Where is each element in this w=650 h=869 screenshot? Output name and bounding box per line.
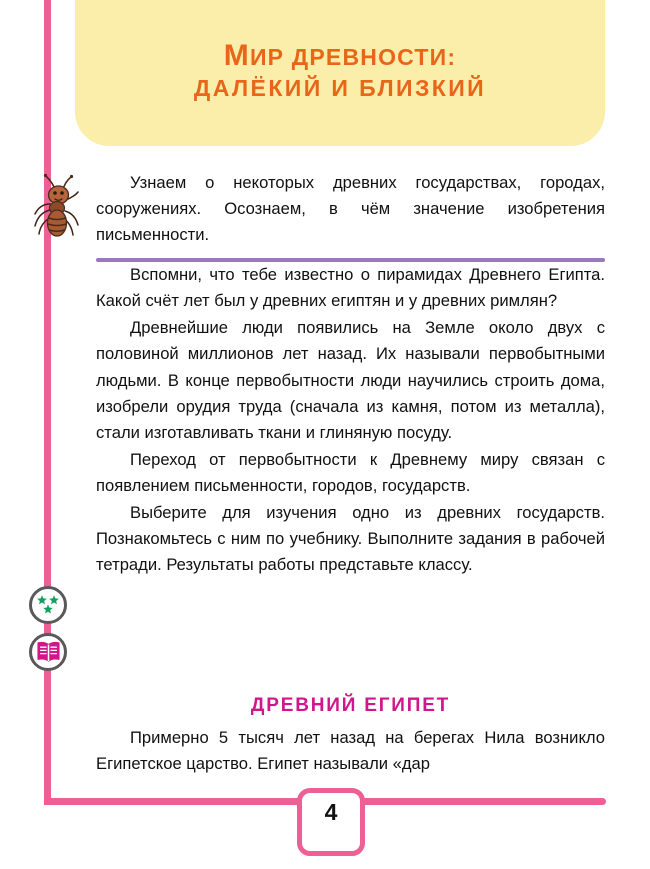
body-paragraph-1: Вспомни, что тебе известно о пирамидах Древнего Египта. Какой счёт лет был у древних египтян и у древних римлян? xyxy=(96,265,605,311)
section-body xyxy=(96,725,605,777)
body-paragraph-4: Выберите для изучения одно из древних государств. Познакомьтесь с ним по учебнику. Выполните задания в рабочей тетради. Результаты работы представьте классу. xyxy=(96,503,605,575)
textbook-icon xyxy=(29,633,67,671)
chapter-title-line-1-rest: ИР ДРЕВНОСТИ: xyxy=(249,43,457,70)
page-number: 4 xyxy=(324,799,338,825)
chapter-title-line-2: ДАЛЁКИЙ И БЛИЗКИЙ xyxy=(193,75,487,102)
body-paragraph-2: Древнейшие люди появились на Земле около двух с половиной миллионов лет назад. Их называли первобытными людьми. В конце первобытности люди научились строить дома, изобрели орудия труда (сначала из камня, потом из металла), стали изготавливать ткани и глиняную посуду. xyxy=(96,318,605,442)
ant-icon xyxy=(26,170,84,240)
body-text xyxy=(96,262,605,579)
page-border-left xyxy=(44,0,51,805)
intro-block xyxy=(96,170,605,262)
body-paragraph-3: Переход от первобытности к Древнему миру связан с появлением письменности, городов, государств. xyxy=(96,449,605,495)
chapter-title-line-1 xyxy=(224,38,457,75)
chapter-title-dropcap: М xyxy=(223,38,250,72)
section-paragraph-1: Примерно 5 тысяч лет назад на берегах Нила возникло Египетское царство. Египет называли «дар xyxy=(96,728,605,774)
intro-divider xyxy=(96,258,605,262)
intro-paragraph: Узнаем о некоторых древних государствах, городах, сооружениях. Осознаем, в чём значение изобретения письменности. xyxy=(96,173,605,245)
group-work-icon xyxy=(29,586,67,624)
section-heading: ДРЕВНИЙ ЕГИПЕТ xyxy=(250,695,451,716)
chapter-title-banner xyxy=(75,0,605,146)
page-number-box xyxy=(297,788,365,856)
